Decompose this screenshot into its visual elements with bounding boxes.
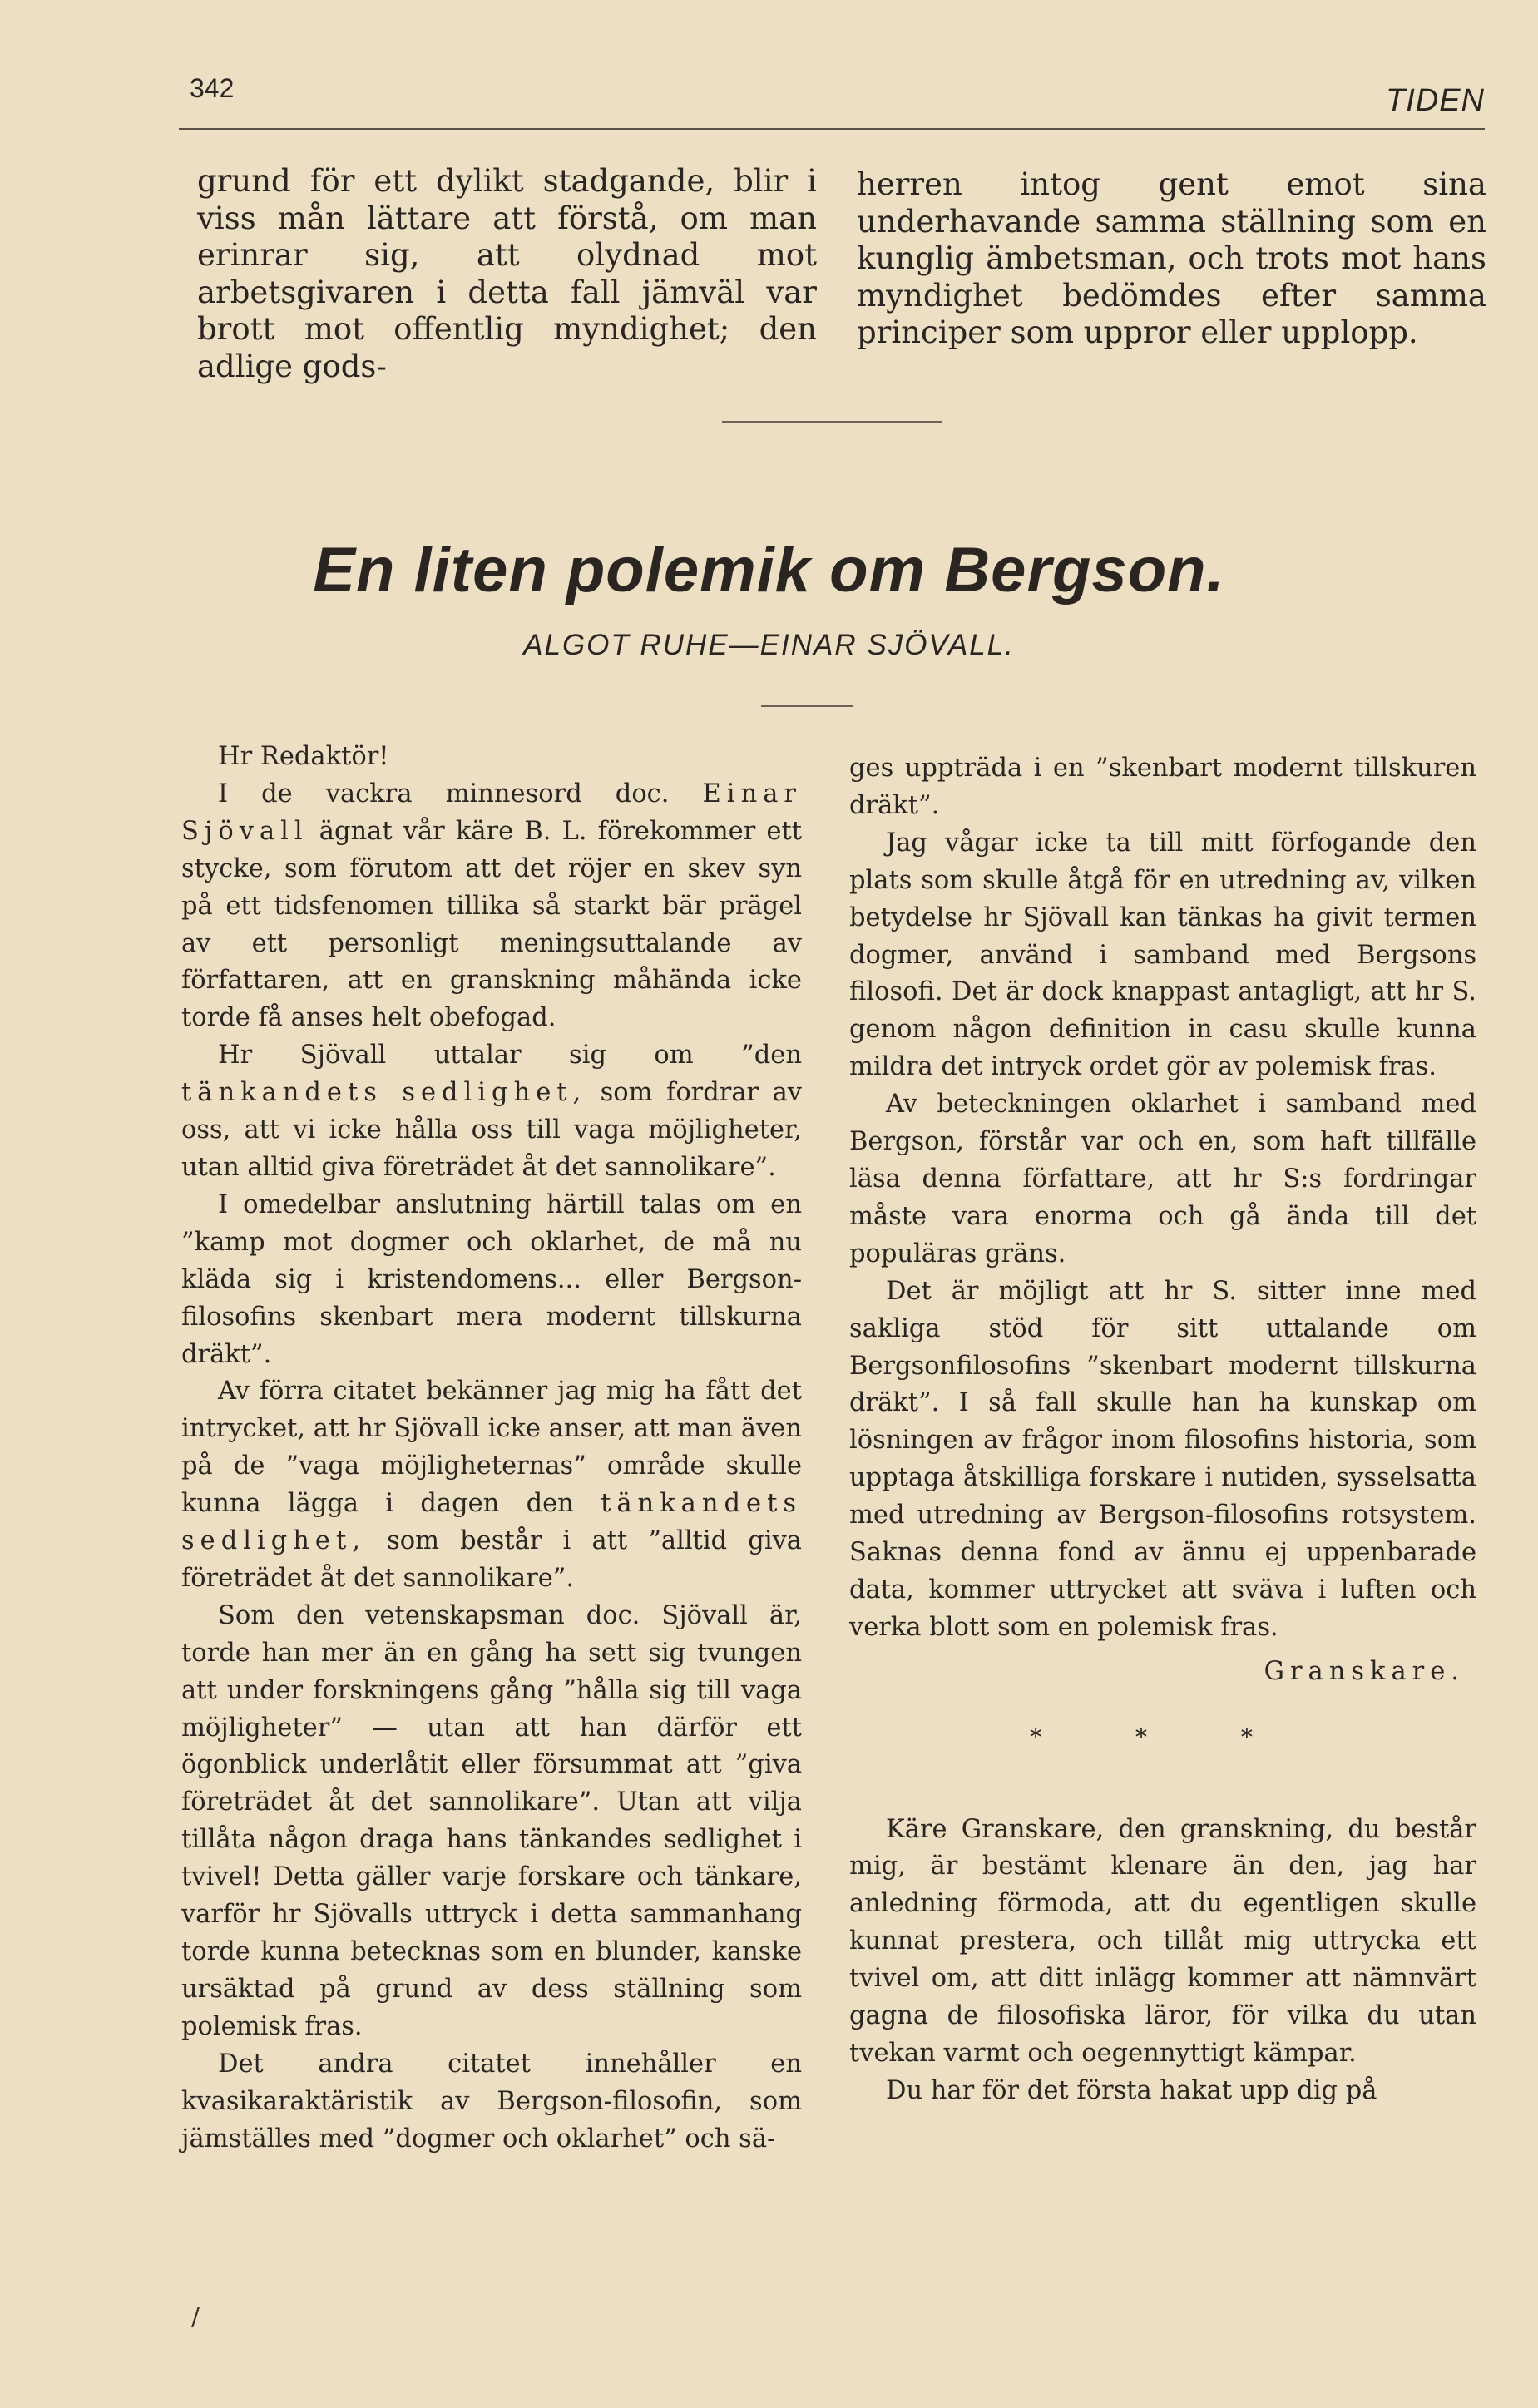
salutation: Hr Redaktör! <box>218 742 389 771</box>
emphasized-name: Einar Sjövall <box>181 779 802 846</box>
article-right-column <box>849 750 1476 2110</box>
paragraph: I omedelbar anslutning härtill talas om en ”kamp mot dogmer och oklarhet, de må nu kläda sig i kristendomens... eller Bergson-filosofins skenbart mera modernt tillskurna dräkt”. <box>181 1189 802 1369</box>
prev-article-left-column <box>197 163 817 386</box>
margin-mark: / <box>191 2302 200 2331</box>
paragraph: Jag vågar icke ta till mitt förfogande den plats som skulle åtgå för en utredning av, vilken betydelse hr Sjövall kan tänkas ha givit termen dogmer, använd i samband med Bergsons filosofi. Det är dock knappast antagligt, att hr S. genom någon definition in casu skulle kunna mildra det intryck ordet gör av polemisk fras. <box>849 828 1476 1082</box>
article-title: En liten polemik om Bergson. <box>313 535 1225 606</box>
page-number: 342 <box>190 73 235 103</box>
article-left-column <box>181 739 802 2158</box>
title-divider <box>761 705 853 707</box>
signature: Granskare. <box>1264 1656 1465 1686</box>
paragraph: Av beteckningen oklarhet i samband med Bergson, förstår var och en, som haft tillfälle läsa denna författare, att hr S:s fordringar måste vara enorma och gå ända till det populäras gräns. <box>849 1090 1476 1268</box>
section-divider <box>722 421 942 423</box>
paragraph: ges uppträda i en ”skenbart modernt tillskuren dräkt”. <box>849 754 1476 820</box>
header-rule <box>179 128 1485 130</box>
emphasized-phrase: tänkandets sedlighet, <box>181 1489 802 1556</box>
emphasized-phrase: tänkandets sedlighet, <box>181 1078 587 1108</box>
running-title: TIDEN <box>1386 83 1485 118</box>
paragraph: Av förra citatet bekänner jag mig ha fått det intrycket, att hr Sjövall icke anser, att man även på de ”vaga möjligheternas” område skulle kunna lägga i dagen den tänkandets sedlighet, som består i att ”alltid giva företrädet åt det sannolikare”. <box>181 1377 802 1593</box>
paragraph: Det andra citatet innehåller en kvasikaraktäristik av Bergson-filosofin, som jämställes med ”dogmer och oklarhet” och sä- <box>181 2049 802 2153</box>
prev-article-text: grund för ett dylikt stadgande, blir i viss mån lättare att förstå, om man erinrar sig, att olydnad mot arbetsgivaren i detta fall jämväl var brott mot offentlig myndighet; den adlige gods- <box>197 163 817 384</box>
section-stars: * * * <box>1030 1723 1296 1751</box>
paragraph: Det är möjligt att hr S. sitter inne med sakliga stöd för sitt uttalande om Bergsonfilosofins ”skenbart modernt tillskurna dräkt”. I så fall skulle han ha kunskap om lösningen av frågor inom filosofins historia, som upptaga åtskilliga forskare i nutiden, sysselsatta med utredning av Bergson-filosofins rotsystem. Saknas denna fond av ännu ej uppenbarade data, kommer uttrycket att sväva i luften och verka blott som en polemisk fras. <box>849 1276 1476 1642</box>
paragraph: I de vackra minnesord doc. Einar Sjövall ägnat vår käre B. L. förekommer ett stycke, som förutom att det röjer en skev syn på ett tidsfenomen tillika så starkt bär prägel av ett personligt meningsuttalande av författaren, att en granskning måhända icke torde få anses helt obefogad. <box>181 779 802 1033</box>
article-byline: ALGOT RUHE—EINAR SJÖVALL. <box>523 629 1015 661</box>
paragraph: Som den vetenskapsman doc. Sjövall är, torde han mer än en gång ha sett sig tvungen att under forskningens gång ”hålla sig till vaga möjligheter” — utan att han därför ett ögonblick underlåtit eller försummat att ”giva företrädet åt det sannolikare”. Utan att vilja tillåta någon draga hans tänkandes sedlighet i tvivel! Detta gäller varje forskare och tänkare, varför hr Sjövalls uttryck i detta sammanhang torde kunna betecknas som en blunder, kanske ursäktad på grund av dess ställning som polemisk fras. <box>181 1600 802 2041</box>
paragraph: Hr Sjövall uttalar sig om ”den tänkandets sedlighet, som fordrar av oss, att vi icke hålla oss till vaga möjligheter, utan alltid giva företrädet åt det sannolikare”. <box>181 1041 802 1182</box>
prev-article-right-column <box>857 166 1486 352</box>
paragraph: Käre Granskare, den granskning, du består mig, är bestämt klenare än den, jag har anledning förmoda, att du egentligen skulle kunnat prestera, och tillåt mig uttrycka ett tvivel om, att ditt inlägg kommer att nämnvärt gagna de filosofiska läror, för vilka du utan tvekan varmt och oegennyttigt kämpar. <box>849 1814 1476 2068</box>
paragraph: Du har för det första hakat upp dig på <box>886 2075 1377 2105</box>
prev-article-text: herren intog gent emot sina underhavande samma ställning som en kunglig ämbetsman, och trots mot hans myndighet bedömdes efter samma principer som uppror eller upplopp. <box>857 166 1486 351</box>
